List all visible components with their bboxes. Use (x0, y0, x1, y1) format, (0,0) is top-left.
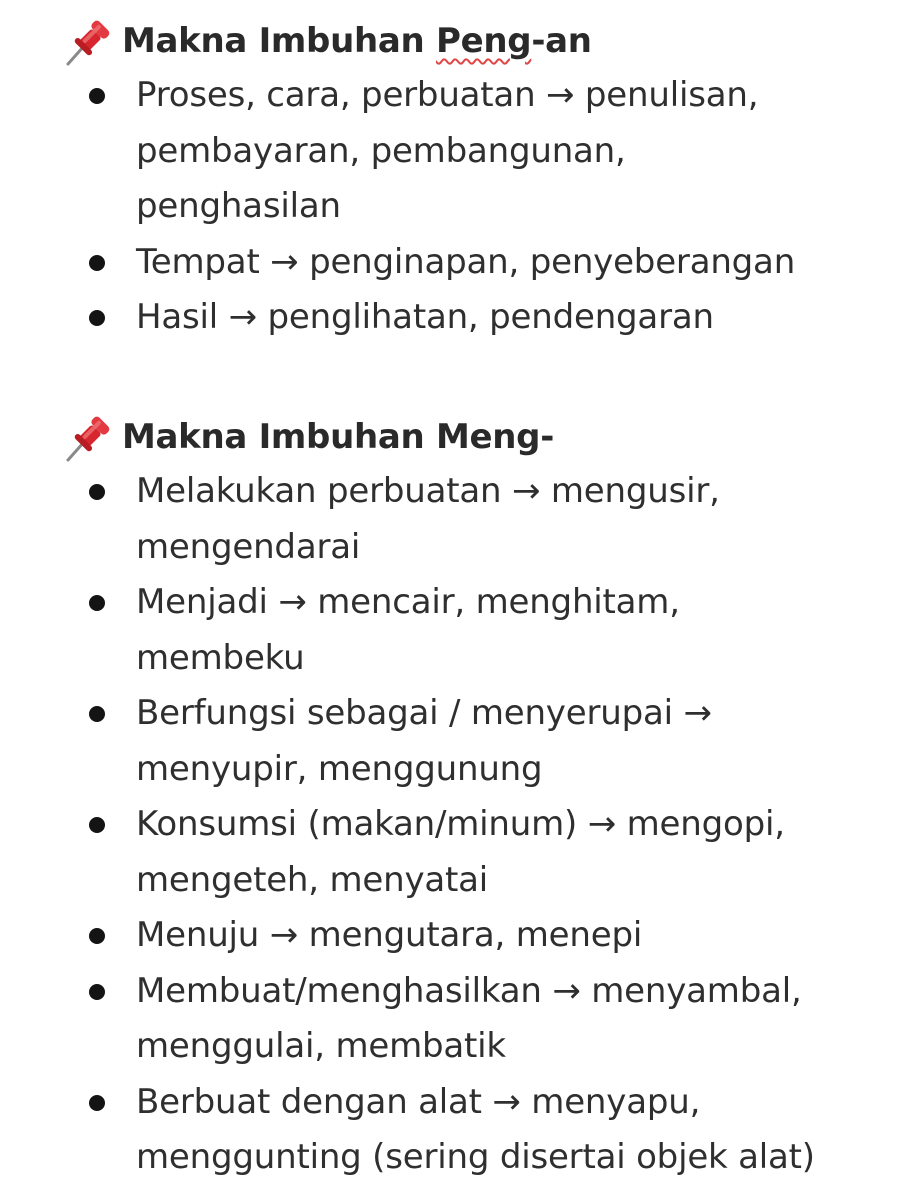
section-meng (62, 410, 912, 1186)
list-item (62, 290, 912, 346)
item-line: Proses, cara, perbuatan → penulisan, (136, 75, 759, 115)
list-item (62, 964, 912, 1075)
list-item (62, 1075, 912, 1186)
bullet-list (62, 68, 912, 346)
item-line: Konsumsi (makan/minum) → mengopi, (136, 804, 785, 844)
list-item (62, 797, 912, 908)
section-heading (62, 14, 912, 68)
list-item (62, 68, 912, 235)
list-item (62, 235, 912, 291)
pushpin-icon (62, 410, 116, 464)
bullet-icon (89, 255, 105, 271)
item-line: mengeteh, menyatai (136, 859, 489, 900)
list-item (62, 575, 912, 686)
item-line: Berbuat dengan alat → menyapu, (136, 1081, 701, 1122)
heading-text (122, 21, 592, 61)
bullet-icon (89, 88, 105, 104)
bullet-icon (89, 595, 105, 611)
item-line: membeku (136, 637, 305, 678)
bullet-icon (89, 706, 105, 722)
list-item (62, 908, 912, 964)
section-peng-an (62, 14, 912, 346)
bullet-icon (89, 484, 105, 500)
spellcheck-word[interactable]: Peng (436, 21, 532, 61)
item-line: Membuat/menghasilkan → menyambal, (136, 970, 802, 1011)
bullet-list (62, 464, 912, 1186)
item-line: Menjadi → mencair, menghitam, (136, 582, 680, 622)
item-line: Melakukan perbuatan → mengusir, (136, 471, 720, 511)
list-item (62, 686, 912, 797)
bullet-icon (89, 817, 105, 833)
item-line: pembayaran, pembangunan, (136, 130, 626, 171)
item-line: penghasilan (136, 186, 341, 226)
bullet-icon (89, 310, 105, 326)
item-line: Berfungsi sebagai / menyerupai → (136, 693, 712, 733)
bullet-icon (89, 1095, 105, 1111)
bullet-icon (89, 928, 105, 944)
heading-prefix: Makna Imbuhan Meng- (122, 417, 555, 457)
item-line: mengendarai (136, 526, 361, 567)
list-item (62, 464, 912, 575)
item-line: Menuju → mengutara, menepi (136, 915, 643, 955)
heading-text (122, 417, 554, 457)
item-line: Tempat → penginapan, penyeberangan (136, 241, 796, 282)
heading-suffix: -an (531, 21, 592, 61)
item-line: menggunting (sering disertai objek alat) (136, 1137, 815, 1177)
item-line: menyupir, menggunung (136, 748, 543, 789)
bullet-icon (89, 984, 105, 1000)
item-line: menggulai, membatik (136, 1026, 506, 1066)
item-line: Hasil → penglihatan, pendengaran (136, 297, 714, 337)
heading-prefix: Makna Imbuhan (122, 21, 436, 61)
section-heading (62, 410, 912, 464)
pushpin-icon (62, 14, 116, 68)
